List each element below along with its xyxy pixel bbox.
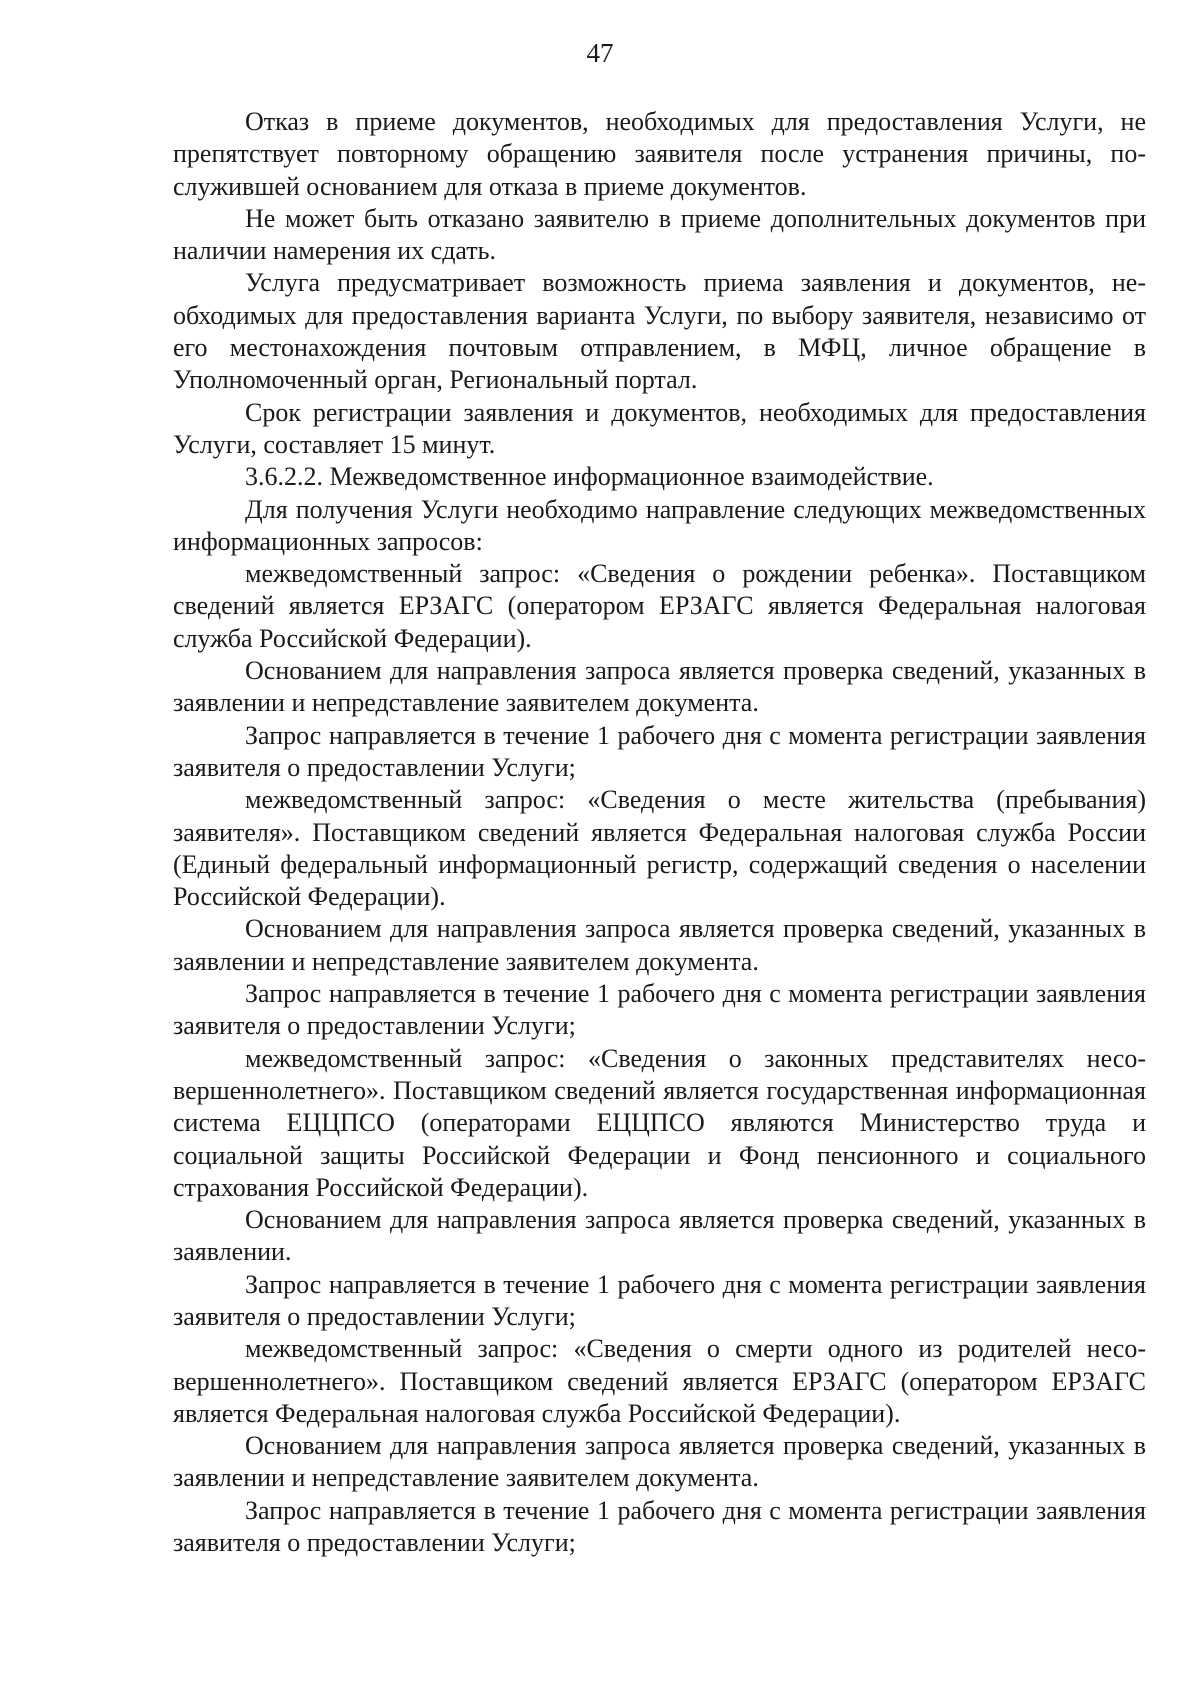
paragraph: Запрос направляется в течение 1 рабочего дня с момента регистрации заявления заявителя о предоставлении Услуги; [173, 1269, 1146, 1331]
document-body [173, 106, 1146, 1559]
paragraph: Основанием для направления запроса является проверка сведений, указанных в заявлении и непредставление заявителем документа. [173, 914, 1146, 976]
request-item: межведомственный запрос: «Сведения о законных представителях несовершеннолетнего». Поставщиком сведений является государственная информационная система ЕЦЦПСО (операторами ЕЦЦПСО являются Министерство труда и социальной защиты Российской Федерации и Фонд пенсионного и социального страхования Российской Федерации). [173, 1043, 1146, 1202]
paragraph: Основанием для направления запроса является проверка сведений, указанных в заявлении и непредставление заявителем документа. [173, 1431, 1146, 1493]
paragraph: Запрос направляется в течение 1 рабочего дня с момента регистрации заявления заявителя о предоставлении Услуги; [173, 720, 1146, 782]
request-item: межведомственный запрос: «Сведения о рождении ребенка». Поставщиком сведений является ЕРЗАГС (оператором ЕРЗАГС является Федеральная налоговая служба Российской Федерации). [173, 559, 1146, 653]
paragraph: Срок регистрации заявления и документов, необходимых для предоставления Услуги, составляет 15 минут. [173, 397, 1146, 459]
paragraph: Не может быть отказано заявителю в приеме дополнительных документов при наличии намерения их сдать. [173, 203, 1146, 266]
paragraph: Для получения Услуги необходимо направление следующих межведомственных информационных запросов: [173, 494, 1146, 556]
paragraph: Запрос направляется в течение 1 рабочего дня с момента регистрации заявления заявителя о предоставлении Услуги; [173, 979, 1146, 1041]
page-number: 47 [586, 38, 614, 68]
paragraph: Запрос направляется в течение 1 рабочего дня с момента регистрации заявления заявителя о предоставлении Услуги; [173, 1495, 1146, 1558]
paragraph: Услуга предусматривает возможность приема заявления и документов, необходимых для предоставления варианта Услуги, по выбору заявителя, независимо от его местонахождения почтовым отправлением, в МФЦ, личное обращение в Уполномоченный орган, Региональный портал. [173, 268, 1146, 395]
request-item: межведомственный запрос: «Сведения о месте жительства (пребывания) заявителя». Поставщиком сведений является Федеральная налоговая служба России (Единый федеральный информационный регистр, содержащий сведения о населении Российской Федерации). [173, 785, 1146, 912]
request-item: межведомственный запрос: «Сведения о смерти одного из родителей несовершеннолетнего». Поставщиком сведений является ЕРЗАГС (оператором ЕРЗАГС является Федеральная налоговая служба Российской Федерации). [173, 1334, 1146, 1428]
section-heading: 3.6.2.2. Межведомственное информационное взаимодействие. [245, 462, 934, 492]
paragraph: Отказ в приеме документов, необходимых для предоставления Услуги, не препятствует повторному обращению заявителя после устранения причины, послужившей основанием для отказа в приеме документов. [173, 107, 1146, 201]
paragraph: Основанием для направления запроса является проверка сведений, указанных в заявлении. [173, 1205, 1146, 1267]
paragraph: Основанием для направления запроса является проверка сведений, указанных в заявлении и непредставление заявителем документа. [173, 656, 1146, 718]
